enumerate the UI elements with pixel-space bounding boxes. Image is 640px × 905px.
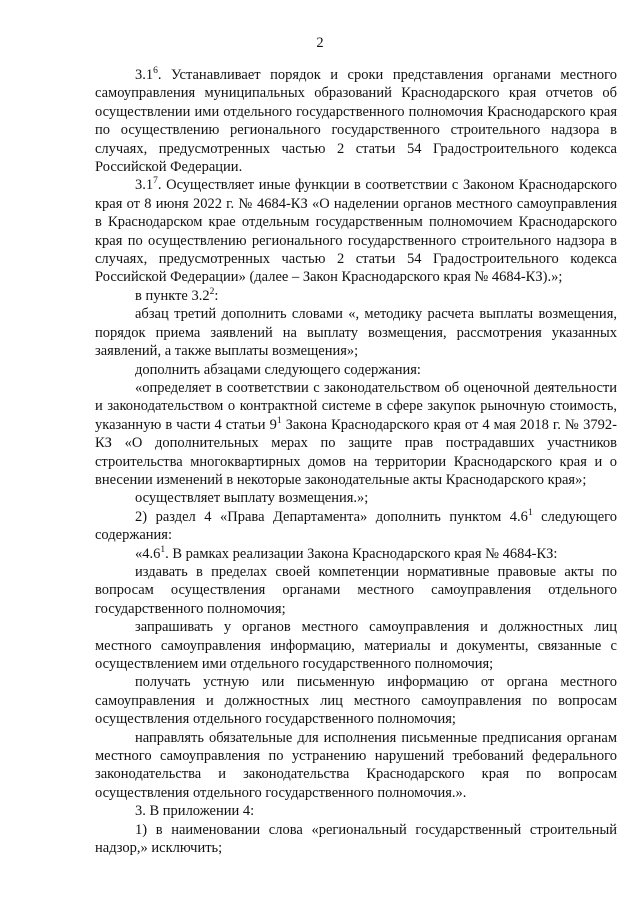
- paragraph: осуществляет выплату возмещения.»;: [135, 490, 369, 507]
- paragraph: дополнить абзацами следующего содержания:: [135, 361, 421, 378]
- page-number: 2: [316, 35, 324, 51]
- paragraph: получать устную или письменную информацию от органа местного самоуправления и должностных лиц местного самоуправления по вопросам осуществления отдельного государственного полномочия;: [95, 674, 617, 728]
- document-body: [95, 66, 617, 857]
- paragraph: запрашивать у органов местного самоуправления и должностных лиц местного самоуправления информацию, материалы и документы, связанные с осуществлением ими отдельного государственного полномочия;: [95, 619, 617, 672]
- paragraph: 2) раздел 4 «Права Департамента» дополнить пунктом $4.6^1$ следующего содержания:: [95, 507, 617, 544]
- paragraph: «определяет в соответствии с законодательством об оценочной деятельности и законодательством о контрактной системе в сфере закупок рыночную стоимость, указанную в части 4 статьи $9^1$ Закона Краснодарского края от 4 мая 2018 г. № 3792-КЗ «О дополнительных мерах по защите прав пострадавших участников строительства многоквартирных домов на территории Краснодарского края и о внесении изменений в некоторые законодательные акты Краснодарского края»;: [95, 379, 617, 488]
- paragraph: «$4.6^1$. В рамках реализации Закона Краснодарского края № 4684-КЗ:: [135, 544, 558, 562]
- paragraph: в пункте $3.2^2$:: [135, 287, 219, 304]
- paragraph: издавать в пределах своей компетенции нормативные правовые акты по вопросам осуществления органами местного самоуправления отдельного государственного полномочия;: [95, 563, 617, 617]
- paragraph: 3. В приложении 4:: [135, 803, 255, 820]
- paragraph: направлять обязательные для исполнения письменные предписания органам местного самоуправления по устранению нарушений требований федерального законодательства и законодательства Краснодарского края по вопросам осуществления отдельного государственного полномочия.».: [95, 729, 617, 801]
- paragraph: $3.1^7$. Осуществляет иные функции в соответствии с Законом Краснодарского края от 8 июня 2022 г. № 4684-КЗ «О наделении органов местного самоуправления в Краснодарском крае отдельным государственным полномочием Краснодарского края по осуществлению регионального государственного строительного надзора в случаях, предусмотренных частью 2 статьи 54 Градостроительного кодекса Российской Федерации» (далее – Закон Краснодарского края № 4684-КЗ).»;: [95, 176, 617, 286]
- paragraph: $3.1^6$. Устанавливает порядок и сроки представления органами местного самоуправления муниципальных образований Краснодарского края отчетов об осуществлении ими отдельного государственного полномочия Краснодарского края по осуществлению регионального государственного строительного надзора в случаях, предусмотренных частью 2 статьи 54 Градостроительного кодекса Российской Федерации.: [95, 66, 617, 176]
- paragraph: 1) в наименовании слова «региональный государственный строительный надзор,» исключить;: [95, 821, 617, 857]
- paragraph: абзац третий дополнить словами «, методику расчета выплаты возмещения, порядок приема заявлений на выплату возмещения, рассмотрения указанных заявлений, а также выплаты возмещения»;: [95, 306, 617, 360]
